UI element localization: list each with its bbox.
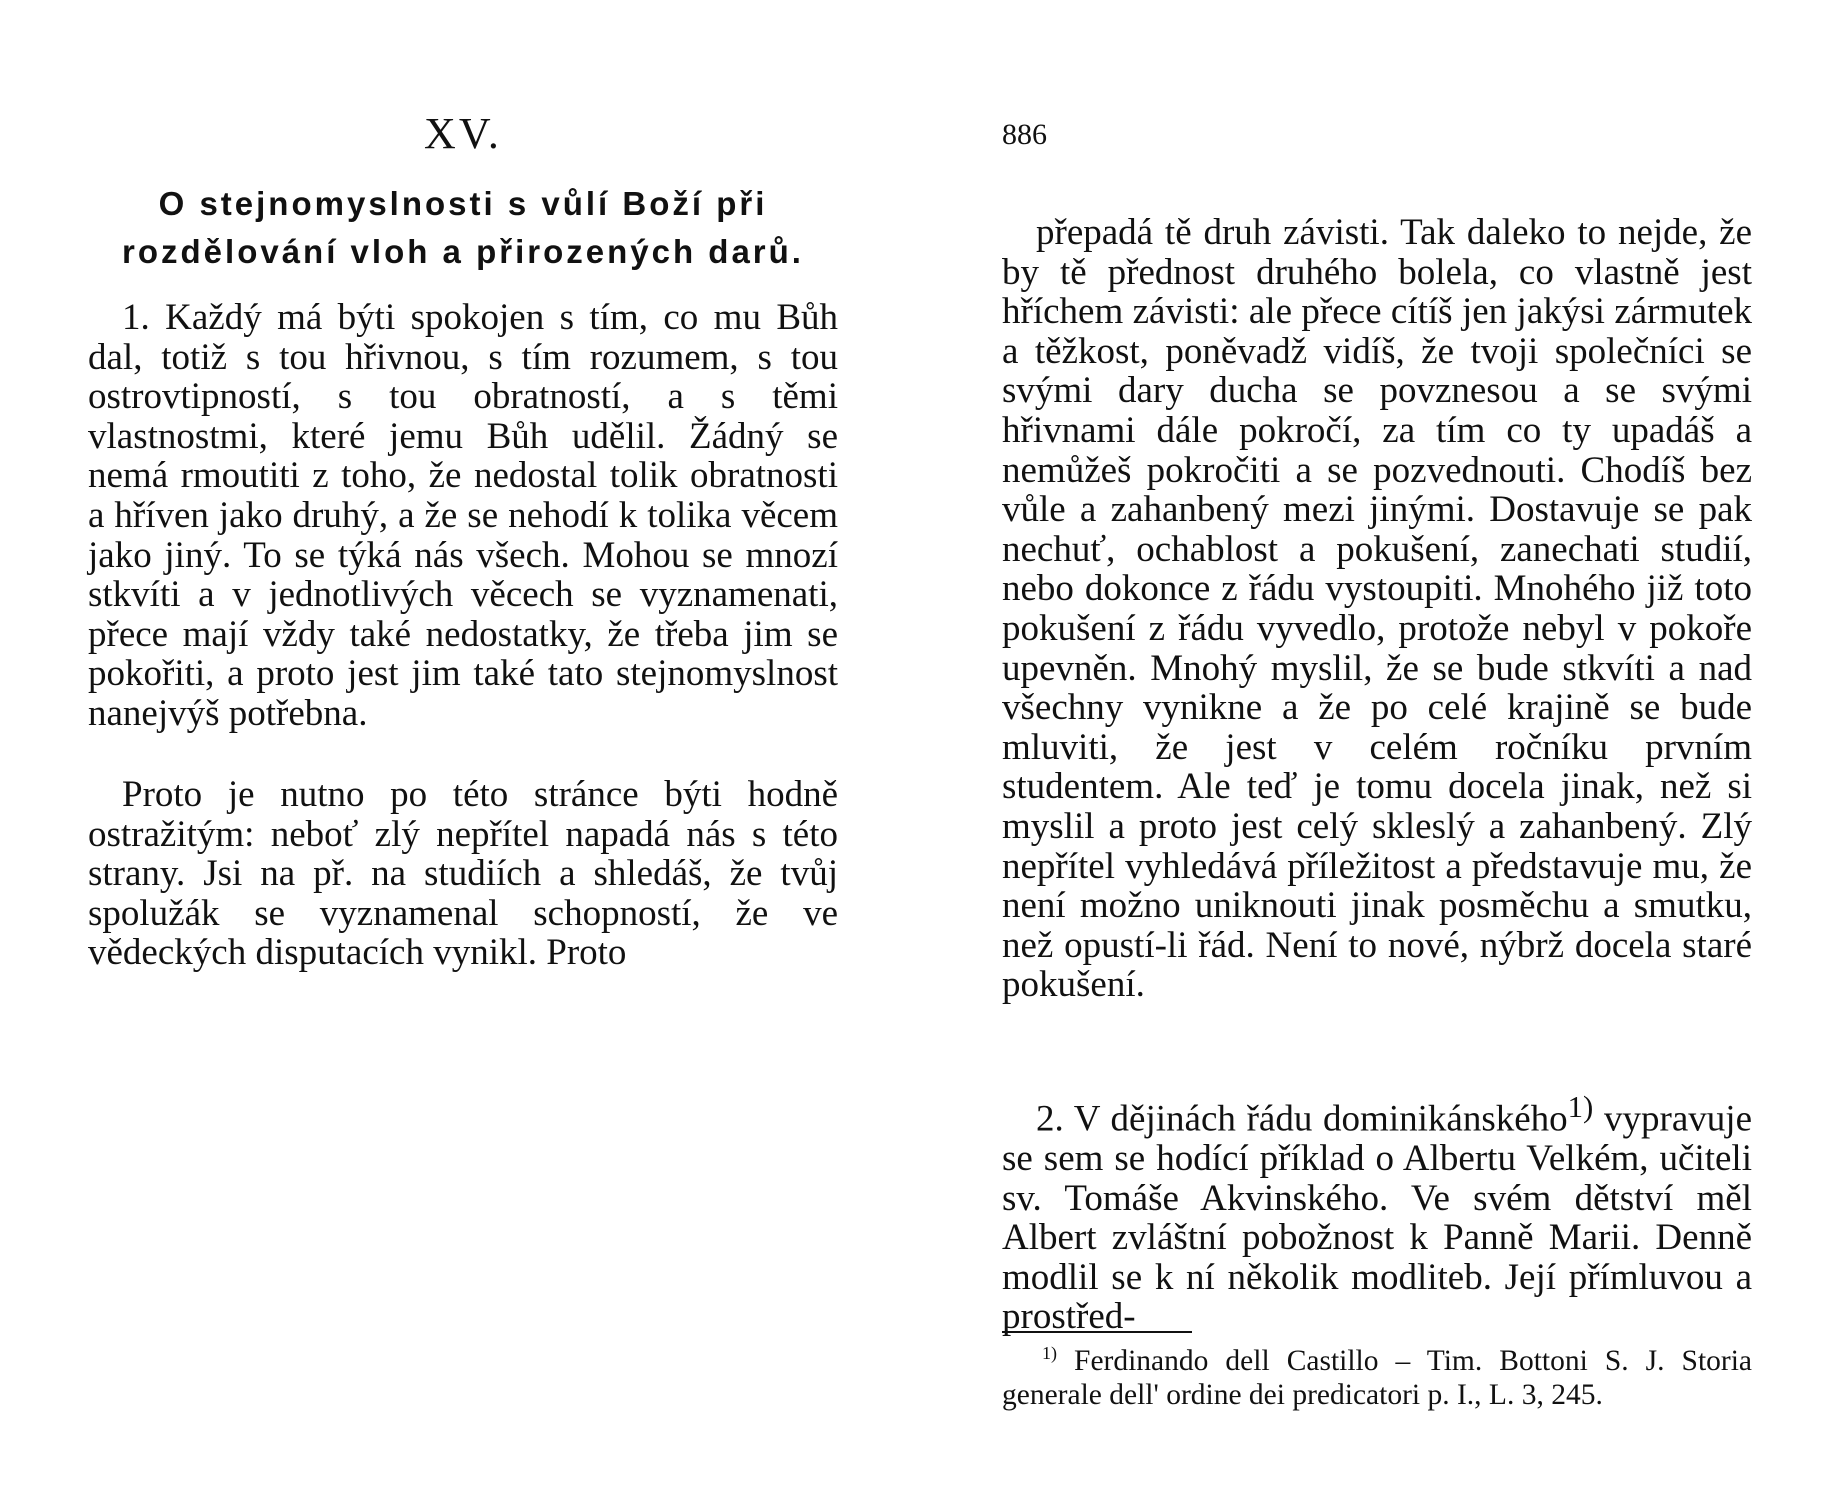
footnote-divider <box>1002 1331 1192 1333</box>
paragraph-text: 1. Každý má býti spokojen s tím, co mu Bůh dal, totiž s tou hřivnou, s tím rozumem, s tou ostrovtipností, s tou obratností, a s těmi vlastnostmi, které jemu Bůh udělil. Žádný se nemá rmoutiti z toho, že nedostal tolik obratnosti a hříven jako druhý, a že se nehodí k tolika věcem jako jiný. To se týká nás všech. Mohou se mnozí stkvíti a v jednotlivých věcech se vyznamenati, přece mají vždy také nedostatky, že třeba jim se pokořiti, a proto jest jim také tato stejnomyslnost nanejvýš potřebna. <box>88 297 838 734</box>
footnote-text: Ferdinando dell Castillo – Tim. Bottoni S. J. Storia generale dell' ordine dei predicatori p. I., L. 3, 245. <box>1002 1345 1752 1411</box>
paragraph-text: přepadá tě druh závisti. Tak daleko to nejde, že by tě přednost druhého bolela, co vlastně jest hříchem závisti: ale přece cítíš jen jakýsi zármutek a těžkost, poněvadž vidíš, že tvoji společníci se svými dary ducha se povznesou a se svými hřivnami dále pokročí, za tím co ty upadáš a nemůžeš pokročiti a se pozvednouti. Chodíš bez vůle a zahanbený mezi jinými. Dostavuje se pak nechuť, ochablost a pokušení, zanechati studií, nebo dokonce z řádu vystoupiti. Mnohého již toto pokušení z řádu vyvedlo, protože nebyl v pokoře upevněn. Mnohý myslil, že se bude stkvíti a nad všechny vynikne a že po celé krajině se bude mluviti, že jest v celém ročníku prvním studentem. Ale teď je tomu docela jinak, než si myslil a proto jest celý skleslý a zahanbený. Zlý nepřítel vyhledává příležitost a představuje mu, že není možno uniknouti jinak posměchu a smutku, než opustí-li řád. Není to nové, nýbrž docela staré pokušení. <box>1002 212 1752 1006</box>
footnote-mark: 1) <box>1042 1343 1057 1364</box>
chapter-title: O stejnomyslnosti s vůlí Boží při rozdělování vloh a přirozených darů. <box>122 185 804 270</box>
body-paragraph <box>1002 213 1752 1005</box>
paragraph-text-start: 2. V dějinách řádu dominikánského <box>1036 1098 1568 1140</box>
body-paragraph <box>88 298 838 734</box>
footnote-reference[interactable]: 1) <box>1567 1090 1594 1124</box>
paragraph-text: Proto je nutno po této stránce býti hodně ostražitým: neboť zlý nepřítel napadá nás s této strany. Jsi na př. na studiích a shledáš, že tvůj spolužák se vyznamenal schopností, že ve vědeckých disputacích vynikl. Proto <box>88 774 838 974</box>
paragraph-text-end: vypravuje se sem se hodící příklad o Albertu Velkém, učiteli sv. Tomáše Akvinského. Ve svém dětství měl Albert zvláštní pobožnost k Panně Marii. Denně modlil se k ní několik modliteb. Její přímluvou a prostřed- <box>1002 1098 1752 1338</box>
body-paragraph <box>1002 1088 1752 1337</box>
body-paragraph <box>88 775 838 973</box>
page-number: 886 <box>1002 118 1047 151</box>
footnote <box>1002 1344 1752 1412</box>
paragraph-text <box>1002 1088 1752 1337</box>
chapter-number: XV. <box>424 109 502 158</box>
